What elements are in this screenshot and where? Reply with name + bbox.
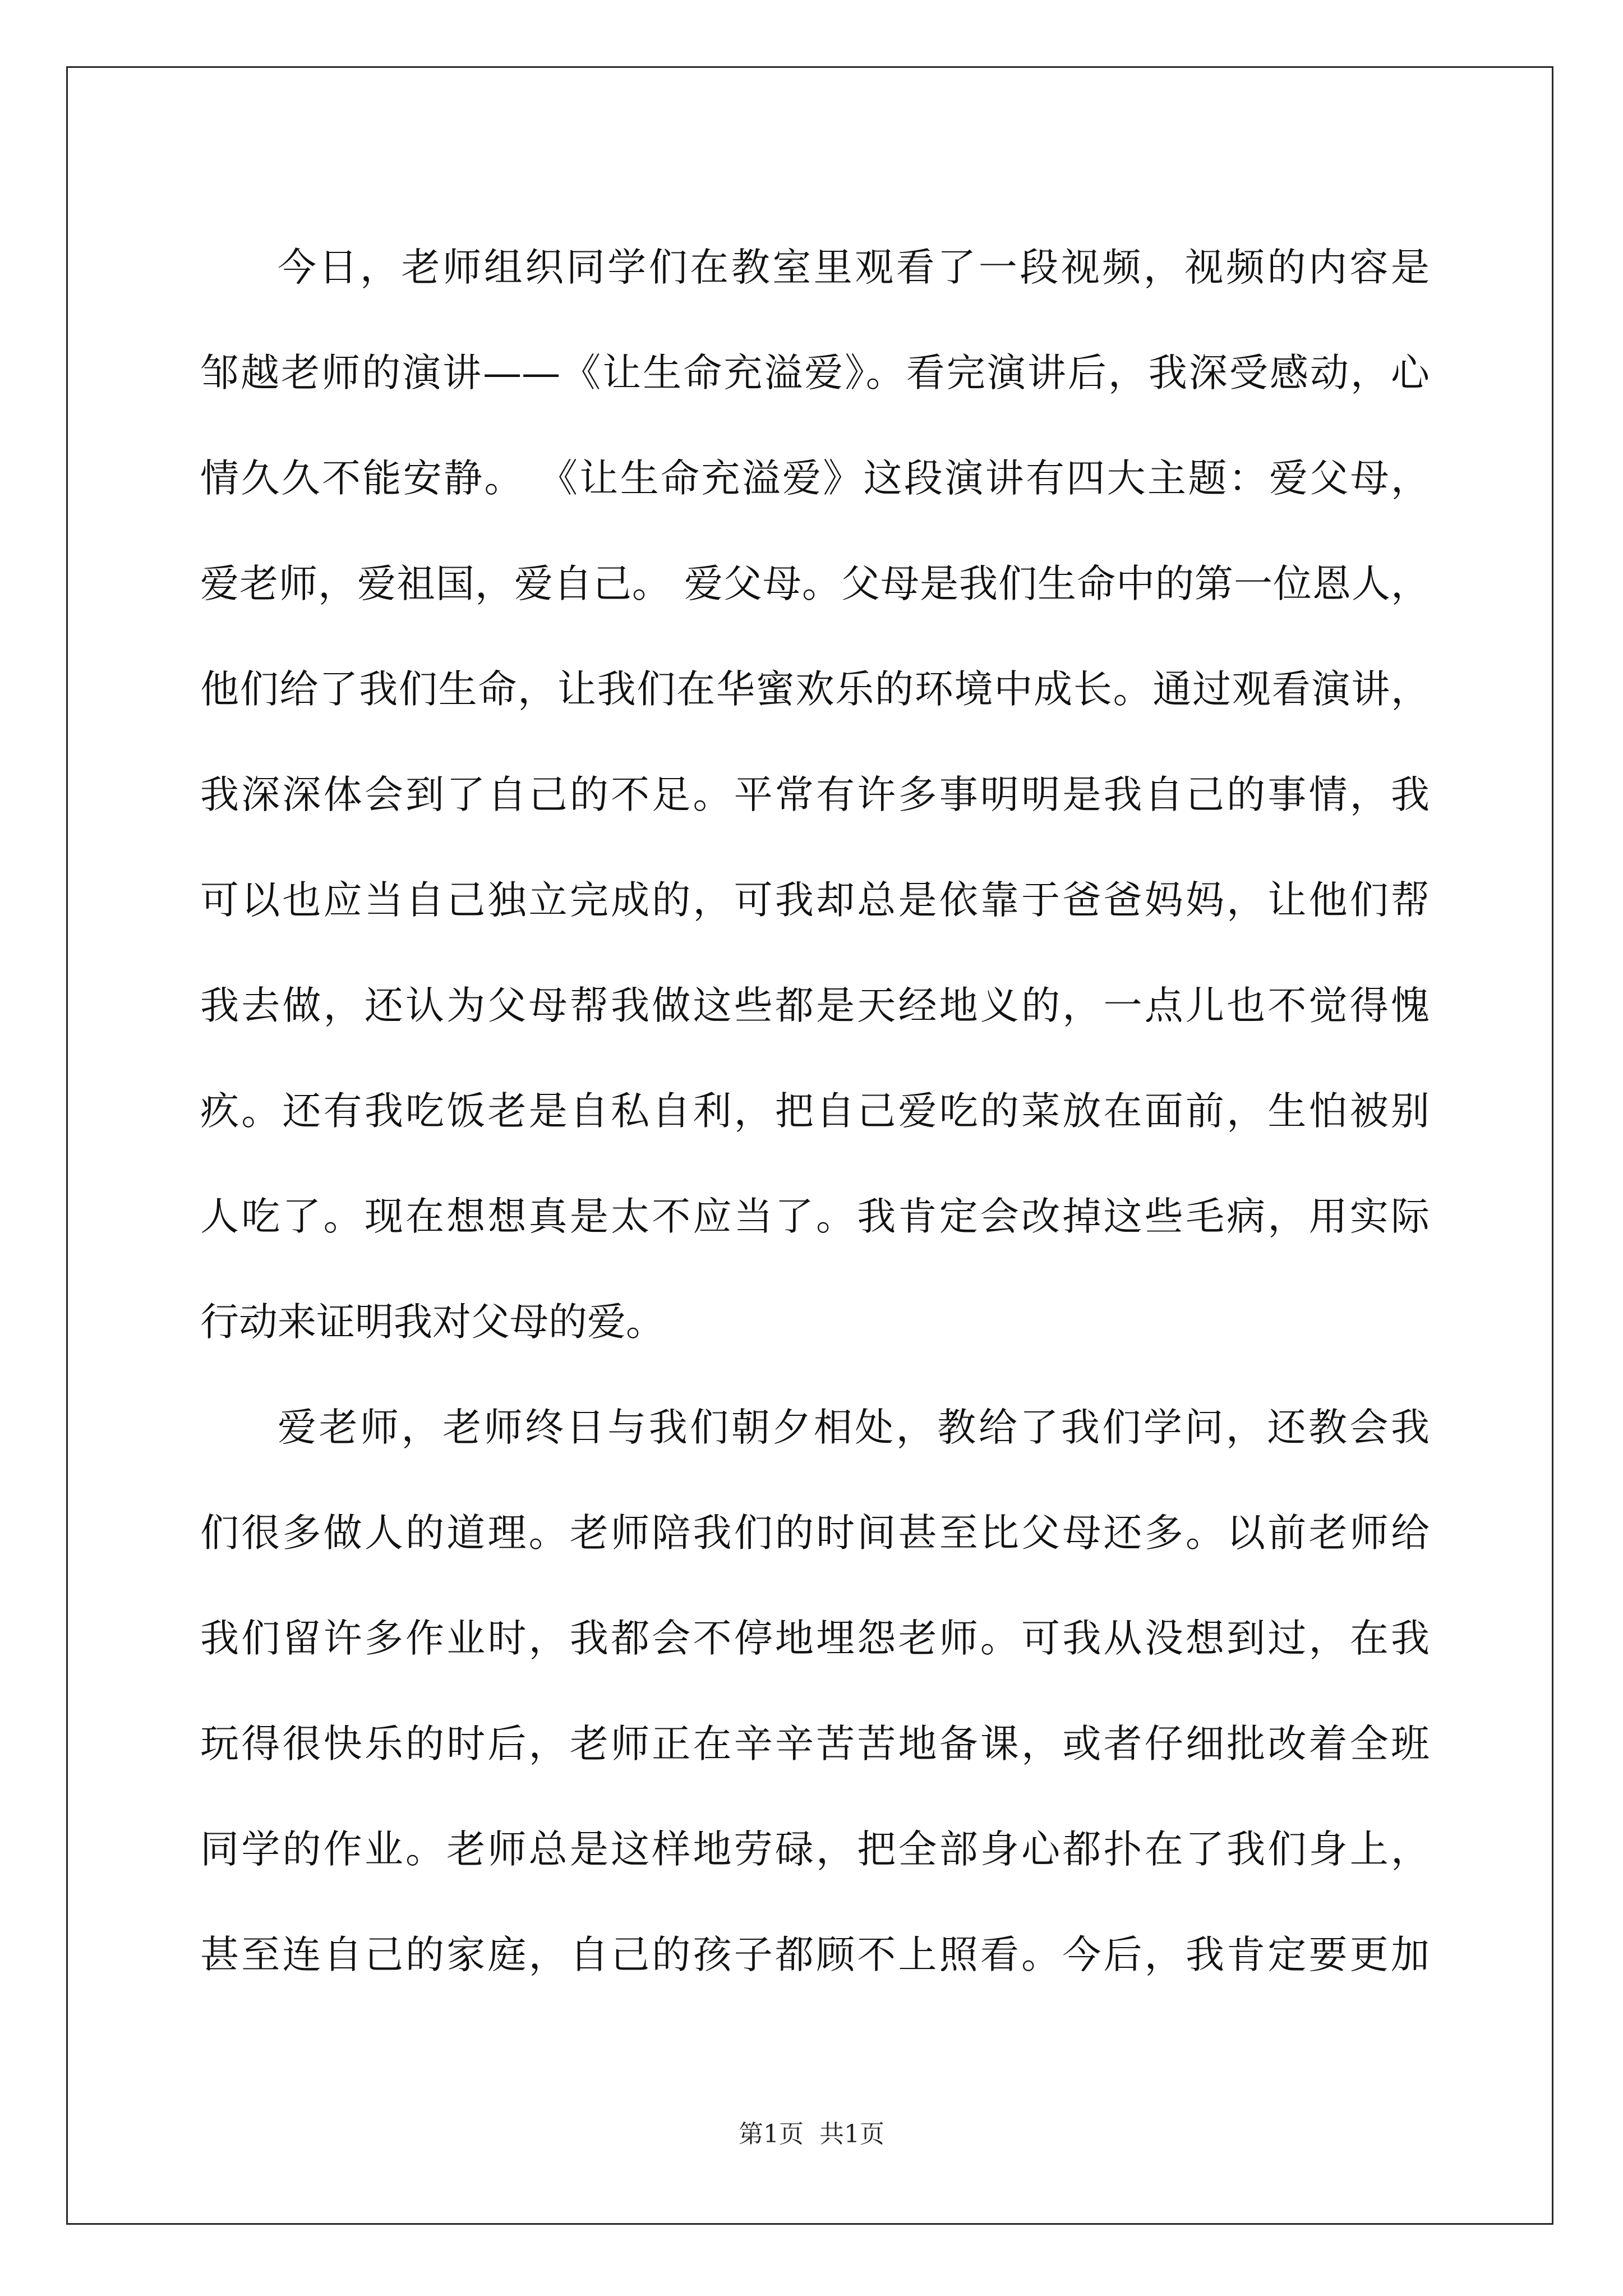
text-line: 我们留许多作业时，我都会不停地埋怨老师。可我从没想到过，在我 xyxy=(200,1616,1430,1661)
text-line: 我去做，还认为父母帮我做这些都是天经地义的，一点儿也不觉得愧 xyxy=(200,983,1430,1028)
text-line: 玩得很快乐的时后，老师正在辛辛苦苦地备课，或者仔细批改着全班 xyxy=(200,1722,1430,1766)
text-line: 可以也应当自己独立完成的，可我却总是依靠于爸爸妈妈，让他们帮 xyxy=(200,878,1430,923)
page-footer xyxy=(0,2118,1623,2151)
text-line: 人吃了。现在想想真是太不应当了。我肯定会改掉这些毛病，用实际 xyxy=(200,1194,1430,1239)
text-line: 今日，老师组织同学们在教室里观看了一段视频，视频的内容是 xyxy=(278,245,1430,290)
document-body xyxy=(200,215,1430,2008)
text-line: 甚至连自己的家庭，自己的孩子都顾不上照看。今后，我肯定要更加 xyxy=(200,1932,1430,1977)
text-line: 邹越老师的演讲——《让生命充溢爱》。看完演讲后，我深受感动，心 xyxy=(200,351,1430,395)
text-line: 我深深体会到了自己的不足。平常有许多事明明是我自己的事情，我 xyxy=(200,772,1430,817)
text-line: 爱老师，老师终日与我们朝夕相处，教给了我们学问，还教会我 xyxy=(278,1405,1430,1450)
text-line: 行动来证明我对父母的爱。 xyxy=(200,1300,665,1345)
page-number: 第1页 xyxy=(739,2120,804,2148)
text-line: 疚。还有我吃饭老是自私自利，把自己爱吃的菜放在面前，生怕被别 xyxy=(200,1089,1430,1134)
text-line: 同学的作业。老师总是这样地劳碌，把全部身心都扑在了我们身上， xyxy=(200,1827,1430,1872)
text-line: 们很多做人的道理。老师陪我们的时间甚至比父母还多。以前老师给 xyxy=(200,1511,1430,1556)
text-line: 他们给了我们生命，让我们在华蜜欢乐的环境中成长。通过观看演讲， xyxy=(200,667,1430,712)
text-line: 爱老师，爱祖国，爱自己。 爱父母。父母是我们生命中的第一位恩人， xyxy=(200,562,1430,606)
page-total: 共1页 xyxy=(819,2120,884,2148)
text-line: 情久久不能安静。 《让生命充溢爱》这段演讲有四大主题：爱父母， xyxy=(200,456,1430,501)
